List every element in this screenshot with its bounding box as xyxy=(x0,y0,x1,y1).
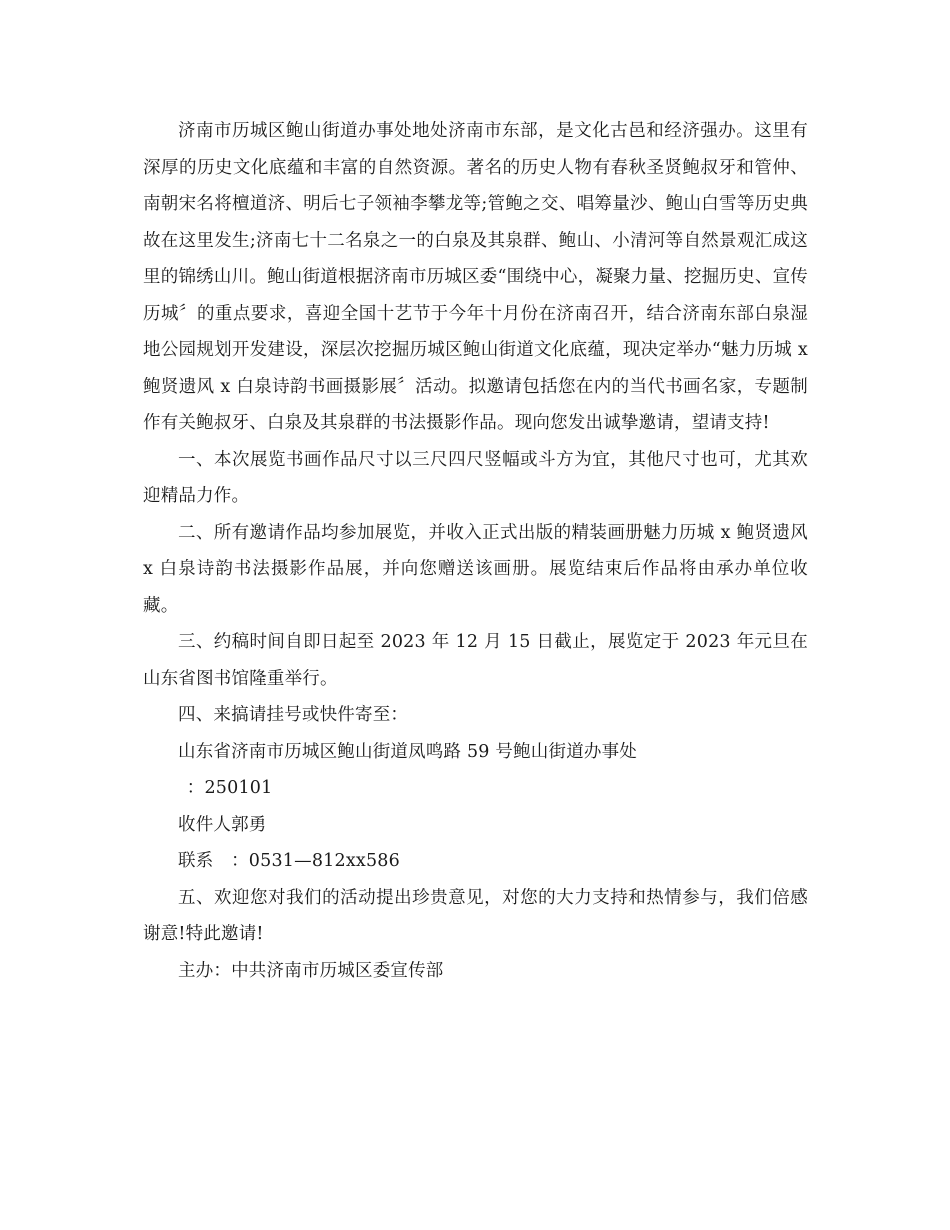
organizer-line: 主办：中共济南市历城区委宣传部 xyxy=(178,960,444,981)
item-2-paragraph: 二、所有邀请作品均参加展览，并收入正式出版的精装画册魅力历城 x 鲍贤遗风 x 白泉诗韵书法摄影作品展，并向您赠送该画册。展览结束后作品将由承办单位收藏。 xyxy=(143,522,808,616)
contact-line: 联系 ：0531—812xx586 xyxy=(178,851,400,871)
item-1-paragraph: 一、本次展览书画作品尺寸以三尺四尺竖幅或斗方为宜，其他尺寸也可，尤其欢迎精品力作。 xyxy=(143,449,808,506)
address-line: 山东省济南市历城区鲍山街道凤鸣路 59 号鲍山街道办事处 xyxy=(178,741,637,762)
intro-paragraph: 济南市历城区鲍山街道办事处地处济南市东部，是文化古邑和经济强办。这里有深厚的历史文化底蕴和丰富的自然资源。著名的历史人物有春秋圣贤鲍叔牙和管仲、南朝宋名将檀道济、明后七子领袖李攀龙等;管鲍之交、唱筹量沙、鲍山白雪等历史典故在这里发生;济南七十二名泉之一的白泉及其泉群、鲍山、小清河等自然景观汇成这里的锦绣山川。鲍山街道根据济南市历城区委“围绕中心，凝聚力量、挖掘历史、宣传历城〞的重点要求，喜迎全国十艺节于今年十月份在济南召开，结合济南东部白泉湿地公园规划开发建设，深层次挖掘历城区鲍山街道文化底蕴，现决定举办“魅力历城 x 鲍贤遗风 x 白泉诗韵书画摄影展〞活动。拟邀请包括您在内的当代书画名家，专题制作有关鲍叔牙、白泉及其泉群的书法摄影作品。现向您发出诚挚邀请，望请支持! xyxy=(143,121,808,433)
recipient-line: 收件人郭勇 xyxy=(178,814,267,835)
item-3-paragraph: 三、约稿时间自即日起至 2023 年 12 月 15 日截止，展览定于 2023 年元旦在山东省图书馆隆重举行。 xyxy=(143,632,808,689)
document-body xyxy=(143,113,808,989)
postcode-line: ：250101 xyxy=(186,778,273,798)
item-5-paragraph: 五、欢迎您对我们的活动提出珍贵意见，对您的大力支持和热情参与，我们倍感谢意!特此邀请! xyxy=(143,887,808,944)
item-4-line: 四、来搞请挂号或快件寄至： xyxy=(178,705,409,725)
